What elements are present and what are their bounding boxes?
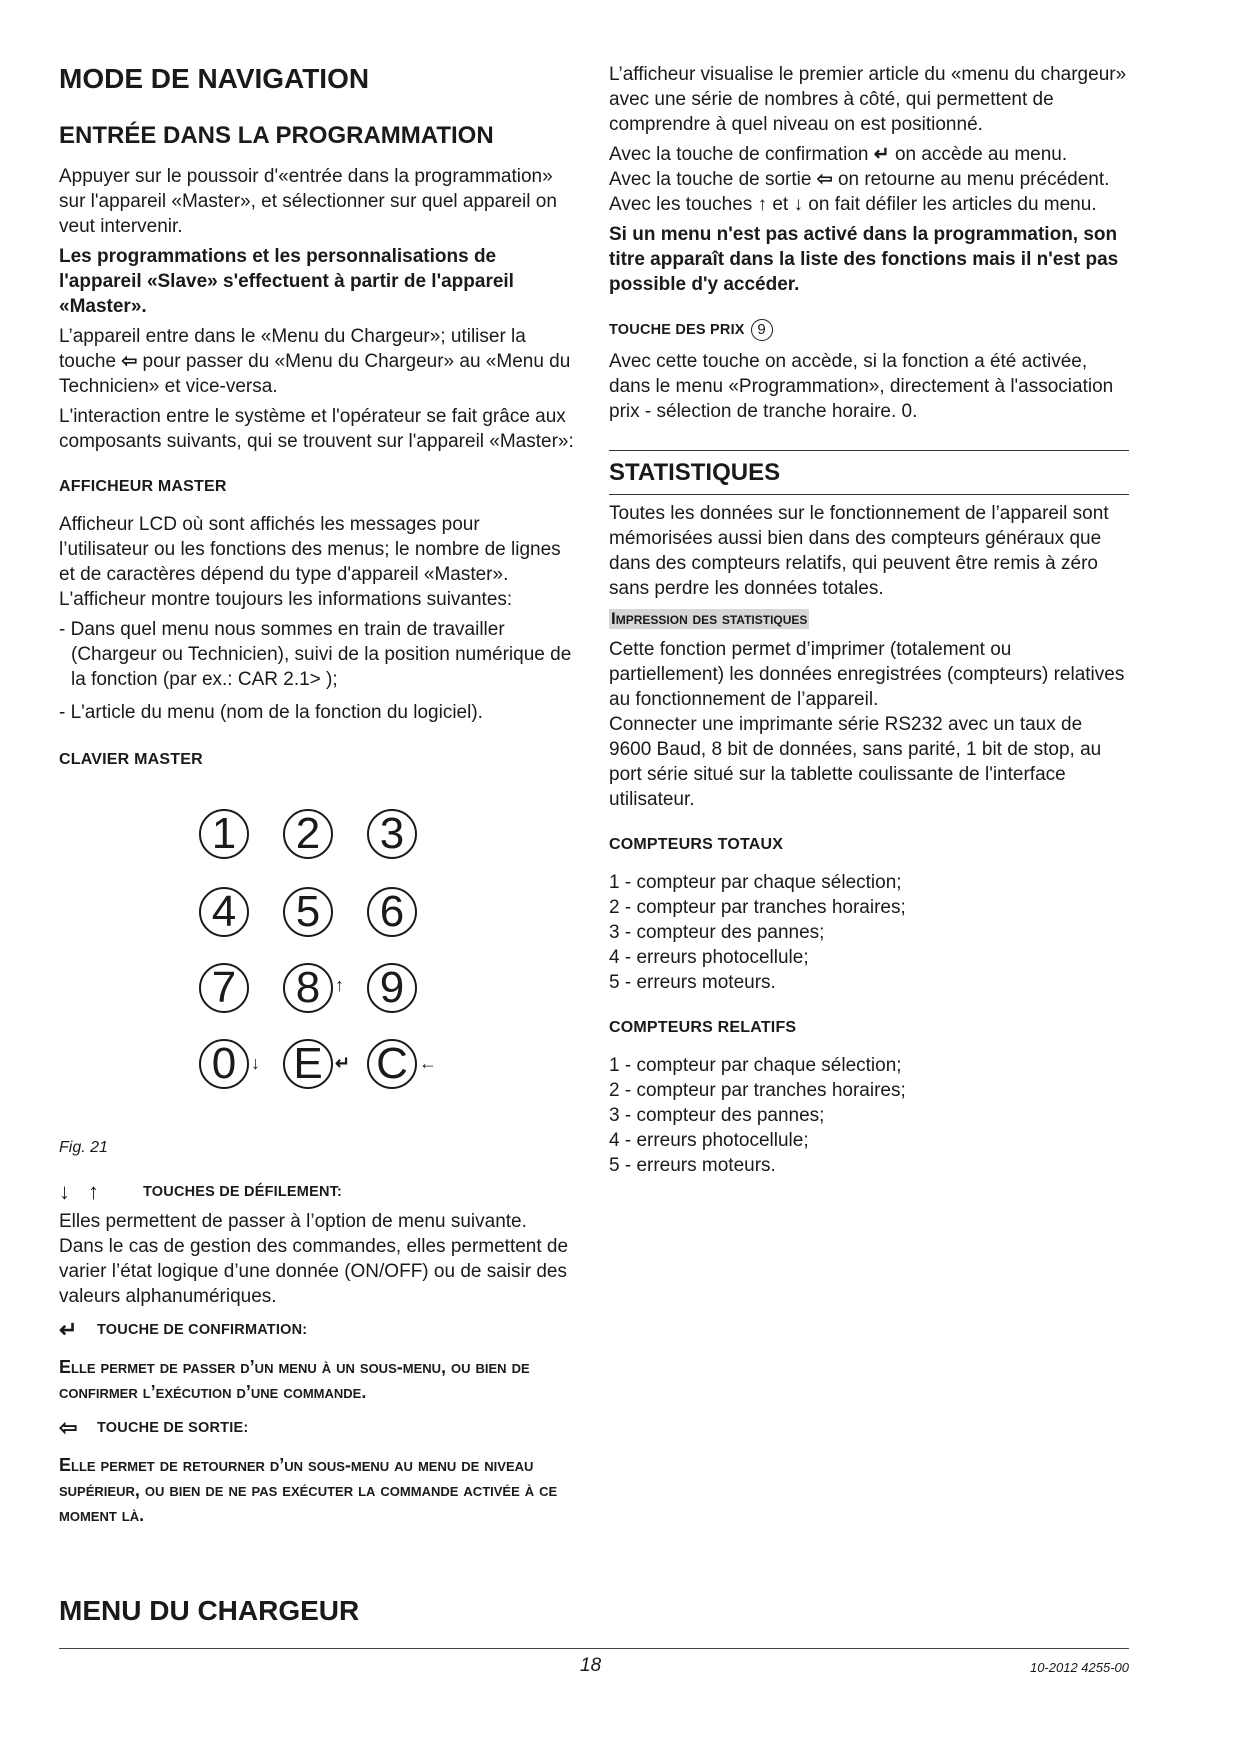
keypad-figure xyxy=(199,809,439,1109)
list-item: 5 - erreurs moteurs. xyxy=(609,971,776,993)
key-7: 7 xyxy=(199,963,249,1013)
down-arrow-icon: ↓ xyxy=(251,1053,260,1074)
paragraph: Toutes les données sur le fonctionnement de l’appareil sont mémorisées aussi bien dans des compteurs généraux que dans des compteurs relatifs, qui peuvent être remis à zéro sans perdre les données totales. xyxy=(609,502,1109,599)
list-item: 2 - compteur par tranches horaires; xyxy=(609,896,906,918)
prix-heading-text: TOUCHE DES PRIX xyxy=(609,322,745,339)
paragraph-confirm xyxy=(609,142,1129,167)
key-2: 2 xyxy=(283,809,333,859)
key-9: 9 xyxy=(367,963,417,1013)
impression-heading-row xyxy=(609,609,1129,629)
confirmation-heading: TOUCHE DE CONFIRMATION: xyxy=(97,1322,308,1339)
bold-paragraph: Les programmations et les personnalisations de l'appareil «Slave» s'effectuent à partir de l'appareil «Master». xyxy=(59,246,514,318)
section-title-menu-chargeur: MENU DU CHARGEUR xyxy=(59,1595,360,1626)
up-arrow-icon: ↑ xyxy=(335,975,344,996)
sortie-text: Elle permet de retourner d’un sous-menu au menu de niveau supérieur, ou bien de ne pas exécuter la commande activée à ce moment là. xyxy=(59,1455,558,1526)
bullet-item: - L'article du menu (nom de la fonction du logiciel). xyxy=(59,702,483,724)
subheading-clavier: CLAVIER MASTER xyxy=(59,751,203,769)
enter-arrow-icon: ↵ xyxy=(335,1053,351,1074)
text-span: Avec la touche de sortie xyxy=(609,169,812,190)
key-5: 5 xyxy=(283,887,333,937)
document-code: 10-2012 4255-00 xyxy=(1029,1660,1129,1675)
key-9-circled: 9 xyxy=(751,319,773,341)
defilement-heading: TOUCHES DE DÉFILEMENT: xyxy=(143,1184,343,1201)
subheading-totaux: COMPTEURS TOTAUX xyxy=(609,835,784,853)
paragraph: Connecter une imprimante série RS232 avec un taux de 9600 Baud, 8 bit de données, sans parité, 1 bit de stop, au port série situé sur la tablette coulissante de l'interface utilisateur. xyxy=(609,713,1102,810)
paragraph: Avec cette touche on accède, si la fonction a été activée, dans le menu «Programmation», directement à l'association prix - sélection de tranche horaire. 0. xyxy=(609,351,1114,422)
text-span: pour passer du «Menu du Chargeur» au «Menu du Technicien» et vice-versa. xyxy=(59,351,571,398)
paragraph: Appuyer sur le poussoir d'«entrée dans la programmation» sur l'appareil «Master», et sélectionner sur quel appareil on veut intervenir. xyxy=(59,166,557,238)
text-span: on fait défiler les articles du menu. xyxy=(808,194,1097,215)
key-8: 8 xyxy=(283,963,333,1013)
text-span: on retourne au menu précédent. xyxy=(837,169,1110,190)
key-0: 0 xyxy=(199,1039,249,1089)
key-1: 1 xyxy=(199,809,249,859)
divider-top xyxy=(609,450,1129,451)
right-column xyxy=(609,62,1129,1178)
back-arrow-icon: ⇦ xyxy=(59,1415,78,1441)
up-arrow-icon: ↑ xyxy=(757,194,768,215)
divider-bottom xyxy=(609,494,1129,495)
section-heading-statistiques: STATISTIQUES xyxy=(609,459,781,486)
text-span: et xyxy=(772,194,789,215)
text-span: on accède au menu. xyxy=(894,144,1068,165)
back-arrow-icon: ← xyxy=(419,1053,437,1074)
list-item: 5 - erreurs moteurs. xyxy=(609,1154,776,1176)
confirmation-heading-row xyxy=(59,1317,574,1343)
paragraph: L’afficheur visualise le premier article du «menu du chargeur» avec une série de nombres à côté, qui permettent de comprendre à quel niveau on est positionné. xyxy=(609,64,1127,135)
down-arrow-icon: ↓ xyxy=(59,1179,70,1205)
key-3: 3 xyxy=(367,809,417,859)
impression-heading: Impression des statistiques xyxy=(611,608,808,628)
list-item: 4 - erreurs photocellule; xyxy=(609,946,809,968)
enter-arrow-icon: ↵ xyxy=(873,144,890,165)
figure-caption: Fig. 21 xyxy=(59,1139,108,1157)
list-totaux xyxy=(609,870,1129,995)
left-column xyxy=(59,62,574,1538)
list-item: 1 - compteur par chaque sélection; xyxy=(609,871,902,893)
paragraph: Cette fonction permet d’imprimer (totalement ou partiellement) les données enregistrées (compteurs) relatives au fonctionnement de l’appareil. xyxy=(609,638,1125,710)
list-relatifs xyxy=(609,1053,1129,1178)
footer-divider xyxy=(59,1648,1129,1649)
paragraph-sortie xyxy=(609,167,1129,192)
up-arrow-icon: ↑ xyxy=(88,1179,99,1205)
scroll-arrows xyxy=(59,1179,143,1205)
subheading-afficheur: AFFICHEUR MASTER xyxy=(59,478,227,496)
text-span: L’appareil entre dans le «Menu du Chargeur»; utiliser la touche xyxy=(59,326,526,373)
bullet-item: - Dans quel menu nous sommes en train de travailler (Chargeur ou Technicien), suivi de la position numérique de la fonction (par ex.: CAR 2.1> ); xyxy=(59,619,572,691)
down-arrow-icon: ↓ xyxy=(793,194,803,215)
list-item: 4 - erreurs photocellule; xyxy=(609,1129,809,1151)
subheading-prix xyxy=(609,319,1129,341)
page-title: MODE DE NAVIGATION xyxy=(59,63,370,94)
subheading-relatifs: COMPTEURS RELATIFS xyxy=(609,1018,797,1036)
paragraph: Afficheur LCD où sont affichés les messages pour l’utilisateur ou les fonctions des menus; le nombre de lignes et de caractères dépend du type d'appareil «Master». L'afficheur montre toujours les informations suivantes: xyxy=(59,514,561,611)
key-4: 4 xyxy=(199,887,249,937)
sortie-heading-row xyxy=(59,1415,574,1441)
list-item: 3 - compteur des pannes; xyxy=(609,921,825,943)
paragraph-defilement xyxy=(609,192,1129,217)
key-6: 6 xyxy=(367,887,417,937)
back-arrow-icon: ⇦ xyxy=(816,169,833,190)
enter-arrow-icon: ↵ xyxy=(59,1317,78,1343)
back-arrow-icon: ⇦ xyxy=(121,351,138,373)
paragraph: Elles permettent de passer à l’option de menu suivante. Dans le cas de gestion des commandes, elles permettent de varier l’état logique d’une donnée (ON/OFF) ou de saisir des valeurs alphanumériques. xyxy=(59,1211,569,1308)
text-span: Avec les touches xyxy=(609,194,753,215)
section-heading-programmation: ENTRÉE DANS LA PROGRAMMATION xyxy=(59,121,494,149)
text-span: Avec la touche de confirmation xyxy=(609,144,869,165)
key-e: E xyxy=(283,1039,333,1089)
key-c: C xyxy=(367,1039,417,1089)
list-item: 2 - compteur par tranches horaires; xyxy=(609,1079,906,1101)
list-item: 3 - compteur des pannes; xyxy=(609,1104,825,1126)
page-number: 18 xyxy=(580,1655,602,1676)
paragraph-touche xyxy=(59,324,574,399)
list-item: 1 - compteur par chaque sélection; xyxy=(609,1054,902,1076)
sortie-heading: TOUCHE DE SORTIE: xyxy=(97,1420,249,1437)
bold-paragraph: Si un menu n'est pas activé dans la programmation, son titre apparaît dans la liste des fonctions mais il n'est pas possible d'y accéder. xyxy=(609,224,1119,295)
confirmation-text: Elle permet de passer d’un menu à un sous-menu, ou bien de confirmer l’exécution d’une commande. xyxy=(59,1357,530,1403)
paragraph: L'interaction entre le système et l'opérateur se fait grâce aux composants suivants, qui se trouvent sur l'appareil «Master»: xyxy=(59,406,574,453)
defilement-heading-row xyxy=(59,1179,574,1205)
